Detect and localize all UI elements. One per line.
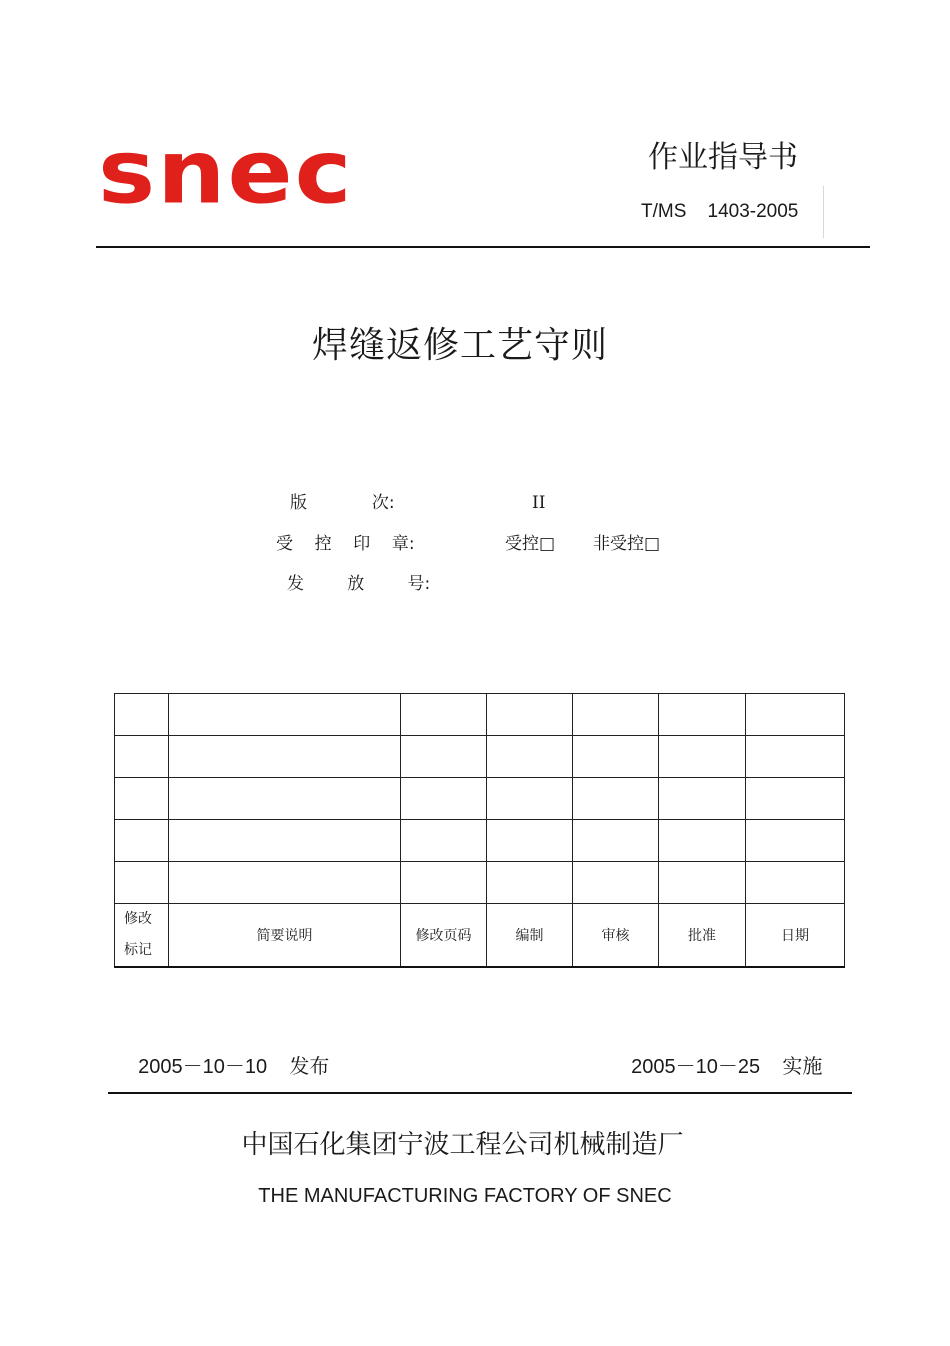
table-cell[interactable] — [115, 694, 169, 736]
table-cell[interactable] — [487, 736, 573, 778]
uncontrolled-checkbox[interactable]: 非受控□ — [593, 534, 661, 554]
header-divider-vertical — [823, 186, 824, 238]
table-row — [115, 736, 845, 778]
header-date: 日期 — [746, 904, 845, 968]
table-cell[interactable] — [401, 694, 487, 736]
header-revision-mark — [115, 904, 169, 968]
control-stamp-label: 受 控 印 章: — [276, 534, 415, 554]
effective-date-line — [620, 1036, 822, 1077]
table-cell[interactable] — [746, 694, 845, 736]
table-cell[interactable] — [487, 694, 573, 736]
effective-date: 2005－10－25 — [631, 1056, 761, 1078]
revision-table-body — [115, 694, 845, 968]
table-cell[interactable] — [169, 694, 401, 736]
table-cell[interactable] — [115, 820, 169, 862]
table-cell[interactable] — [169, 736, 401, 778]
header-rule — [96, 246, 870, 248]
table-cell[interactable] — [401, 736, 487, 778]
table-cell[interactable] — [169, 778, 401, 820]
company-name-en: THE MANUFACTURING FACTORY OF SNEC — [258, 1185, 672, 1207]
table-cell[interactable] — [746, 820, 845, 862]
issue-number-label: 发 放 号: — [287, 574, 431, 594]
header-description: 简要说明 — [169, 904, 401, 968]
table-cell[interactable] — [659, 736, 746, 778]
table-cell[interactable] — [573, 694, 659, 736]
table-cell[interactable] — [401, 820, 487, 862]
document-code: T/MS 1403-2005 — [641, 201, 799, 222]
header-revision-mark-line1: 修改 — [124, 911, 152, 927]
version-value: II — [532, 493, 546, 513]
table-header-row — [115, 904, 845, 968]
company-logo: snec — [98, 120, 354, 224]
issue-word: 发布 — [289, 1054, 330, 1078]
table-cell[interactable] — [169, 820, 401, 862]
table-cell[interactable] — [746, 736, 845, 778]
header-revision-mark-line2: 标记 — [124, 942, 152, 958]
table-cell[interactable] — [487, 862, 573, 904]
table-cell[interactable] — [573, 736, 659, 778]
table-cell[interactable] — [659, 820, 746, 862]
table-row — [115, 694, 845, 736]
footer-rule — [108, 1092, 852, 1094]
version-label: 版 次: — [290, 493, 395, 513]
table-cell[interactable] — [169, 862, 401, 904]
table-cell[interactable] — [659, 694, 746, 736]
issue-date-line — [127, 1036, 329, 1077]
table-cell[interactable] — [487, 820, 573, 862]
effective-word: 实施 — [782, 1054, 823, 1078]
table-row — [115, 862, 845, 904]
table-cell[interactable] — [746, 862, 845, 904]
table-cell[interactable] — [115, 736, 169, 778]
header-reviewed-by: 审核 — [573, 904, 659, 968]
table-cell[interactable] — [487, 778, 573, 820]
table-row — [115, 778, 845, 820]
table-cell[interactable] — [401, 862, 487, 904]
document-type: 作业指导书 — [648, 140, 798, 175]
header-revised-pages: 修改页码 — [401, 904, 487, 968]
controlled-checkbox[interactable]: 受控□ — [505, 534, 556, 554]
table-cell[interactable] — [115, 778, 169, 820]
table-cell[interactable] — [573, 862, 659, 904]
table-cell[interactable] — [573, 820, 659, 862]
table-cell[interactable] — [746, 778, 845, 820]
table-cell[interactable] — [573, 778, 659, 820]
revision-table — [114, 693, 845, 968]
header-approved-by: 批准 — [659, 904, 746, 968]
header-prepared-by: 编制 — [487, 904, 573, 968]
table-cell[interactable] — [115, 862, 169, 904]
table-cell[interactable] — [659, 862, 746, 904]
document-title: 焊缝返修工艺守则 — [311, 325, 608, 366]
company-name-cn: 中国石化集团宁波工程公司机械制造厂 — [241, 1130, 684, 1160]
table-cell[interactable] — [401, 778, 487, 820]
table-cell[interactable] — [659, 778, 746, 820]
table-row — [115, 820, 845, 862]
issue-date: 2005－10－10 — [138, 1056, 268, 1078]
